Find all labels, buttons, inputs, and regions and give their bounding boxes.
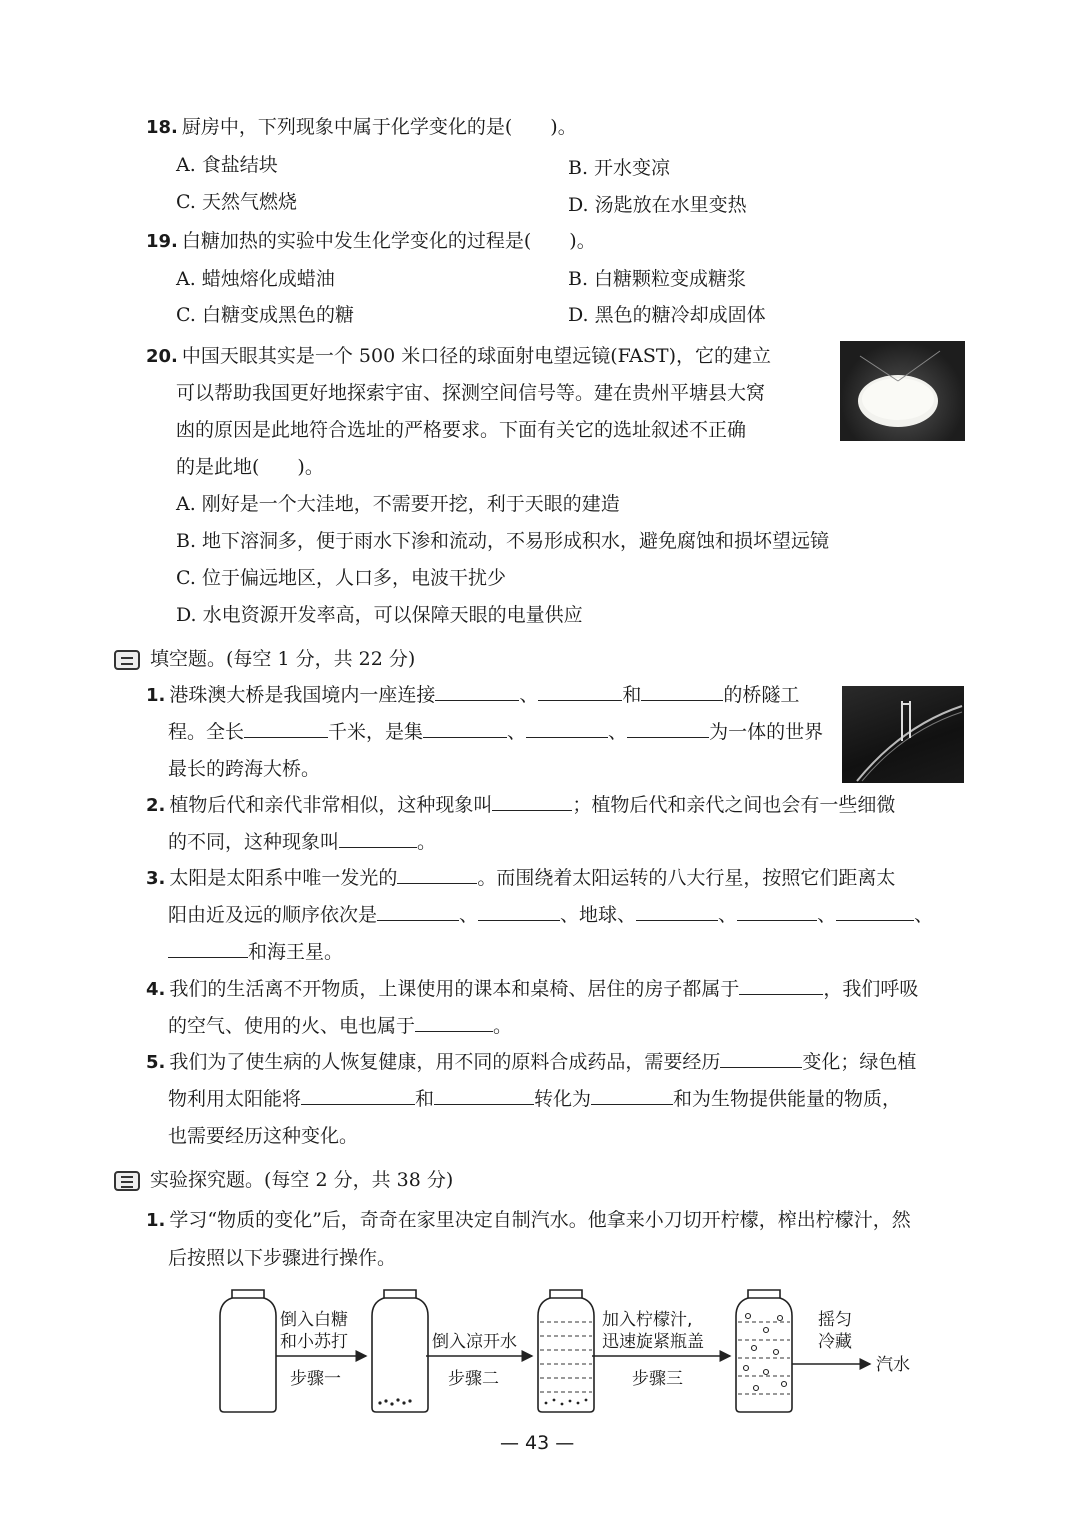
fast-telescope-photo: [840, 341, 965, 441]
f3-line3: 和海王星。: [168, 934, 343, 971]
q18-option-b[interactable]: B. 开水变凉: [568, 157, 671, 179]
q19-option-d[interactable]: D. 黑色的糖冷却成固体: [568, 304, 766, 326]
f3-blank-3[interactable]: [478, 898, 560, 921]
bottle-3: [538, 1290, 594, 1412]
section-fill-in-header: 填空题。(每空 1 分，共 22 分): [114, 641, 415, 678]
f3-blank-2[interactable]: [377, 898, 459, 921]
q20-stem-line1: 20. 中国天眼其实是一个 500 米口径的球面射电望远镜(FAST)，它的建立: [146, 345, 772, 367]
step2-label: 倒入凉开水: [432, 1332, 517, 1352]
f1-blank-2[interactable]: [538, 678, 622, 701]
q19-option-b[interactable]: B. 白糖颗粒变成糖浆: [568, 268, 747, 290]
f3-line1: 3. 太阳是太阳系中唯一发光的 。而围绕着太阳运转的八大行星，按照它们距离太: [146, 860, 895, 897]
f3-blank-6[interactable]: [836, 898, 914, 921]
step3-label-b: 迅速旋紧瓶盖: [602, 1332, 704, 1352]
f5-blank-2[interactable]: [301, 1082, 415, 1105]
bottle-1: [220, 1290, 276, 1412]
f3-blank-5[interactable]: [737, 898, 817, 921]
bridge-image: [842, 686, 964, 783]
q20-stem-line2: 可以帮助我国更好地探索宇宙、探测空间信号等。建在贵州平塘县大窝: [176, 382, 766, 404]
f4-blank-2[interactable]: [415, 1009, 493, 1032]
f5-blank-4[interactable]: [591, 1082, 673, 1105]
f5-blank-3[interactable]: [434, 1082, 534, 1105]
q18-option-a[interactable]: A. 食盐结块: [176, 154, 278, 176]
q20-stem-line3: 凼的原因是此地符合选址的严格要求。下面有关它的选址叙述不正确: [176, 419, 747, 441]
hzmb-bridge-photo: [842, 686, 964, 783]
f2-line2: 的不同，这种现象叫 。: [168, 824, 436, 861]
f1-line1: 1. 港珠澳大桥是我国境内一座连接 、 和 的桥隧工: [146, 677, 799, 714]
f3-line2: 阳由近及远的顺序依次是 、 、地球、 、 、 、: [168, 897, 933, 934]
q20-option-b[interactable]: B. 地下溶洞多，便于雨水下渗和流动，不易形成积水，避免腐蚀和损坏望远镜: [176, 530, 830, 552]
result-label: 汽水: [876, 1355, 910, 1375]
f5-blank-1[interactable]: [720, 1045, 802, 1068]
q18-option-d[interactable]: D. 汤匙放在水里变热: [568, 194, 747, 216]
page-number: — 43 —: [500, 1432, 575, 1454]
q20-option-d[interactable]: D. 水电资源开发率高，可以保障天眼的电量供应: [176, 604, 583, 626]
section-three-icon: [114, 1171, 140, 1191]
q20-option-c[interactable]: C. 位于偏远地区，人口多，电波干扰少: [176, 567, 506, 589]
step1-label-b: 和小苏打: [280, 1332, 348, 1352]
q19-option-a[interactable]: A. 蜡烛熔化成蜡油: [176, 268, 335, 290]
q20-stem-line4: 的是此地( )。: [176, 456, 324, 478]
step1-caption: 步骤一: [290, 1369, 341, 1389]
f1-blank-3[interactable]: [641, 678, 723, 701]
f2-line1: 2. 植物后代和亲代非常相似，这种现象叫 ；植物后代和亲代之间也会有一些细微: [146, 787, 895, 824]
f5-line3: 也需要经历这种变化。: [168, 1125, 359, 1147]
soda-making-diagram: [200, 1280, 940, 1420]
q18-stem: 18. 厨房中，下列现象中属于化学变化的是( )。: [146, 116, 577, 138]
f2-blank-1[interactable]: [492, 788, 572, 811]
q18-option-c[interactable]: C. 天然气燃烧: [176, 191, 297, 213]
f4-line1: 4. 我们的生活离不开物质，上课使用的课本和桌椅、居住的房子都属于 ，我们呼吸: [146, 971, 918, 1008]
e1-line2: 后按照以下步骤进行操作。: [168, 1247, 397, 1269]
f1-line3: 最长的跨海大桥。: [168, 758, 321, 780]
section-experiment-header: 实验探究题。(每空 2 分，共 38 分): [114, 1162, 453, 1199]
f3-blank-1[interactable]: [397, 861, 477, 884]
step2-caption: 步骤二: [448, 1369, 499, 1389]
q19-stem: 19. 白糖加热的实验中发生化学变化的过程是( )。: [146, 230, 596, 252]
f2-blank-2[interactable]: [339, 825, 417, 848]
step3-label-a: 加入柠檬汁,: [602, 1310, 693, 1330]
f1-blank-1[interactable]: [435, 678, 519, 701]
f5-line2: 物利用太阳能将 和 转化为 和为生物提供能量的物质，: [168, 1081, 901, 1118]
step1-label-a: 倒入白糖: [280, 1310, 348, 1330]
f4-line2: 的空气、使用的火、电也属于 。: [168, 1008, 512, 1045]
diagram-canvas: [200, 1280, 940, 1420]
f5-line1: 5. 我们为了使生病的人恢复健康，用不同的原料合成药品，需要经历 变化；绿色植: [146, 1044, 916, 1081]
bottle-2: [372, 1290, 428, 1412]
f3-blank-7[interactable]: [168, 935, 248, 958]
f1-blank-5[interactable]: [423, 715, 507, 738]
f1-blank-6[interactable]: [526, 715, 608, 738]
f1-line2: 程。全长 千米，是集 、 、 为一体的世界: [168, 714, 823, 751]
f1-blank-4[interactable]: [244, 715, 328, 738]
fast-telescope-image: [840, 341, 965, 441]
q20-option-a[interactable]: A. 刚好是一个大洼地，不需要开挖，利于天眼的建造: [176, 493, 620, 515]
q19-option-c[interactable]: C. 白糖变成黑色的糖: [176, 304, 354, 326]
step4-label-a: 摇匀: [818, 1310, 852, 1330]
e1-line1: 1. 学习“物质的变化”后，奇奇在家里决定自制汽水。他拿来小刀切开柠檬，榨出柠檬汁，然: [146, 1209, 911, 1231]
step3-caption: 步骤三: [632, 1369, 683, 1389]
f1-blank-7[interactable]: [627, 715, 709, 738]
f4-blank-1[interactable]: [739, 972, 823, 995]
section-two-icon: [114, 650, 140, 670]
step4-label-b: 冷藏: [818, 1332, 852, 1352]
f3-blank-4[interactable]: [636, 898, 718, 921]
